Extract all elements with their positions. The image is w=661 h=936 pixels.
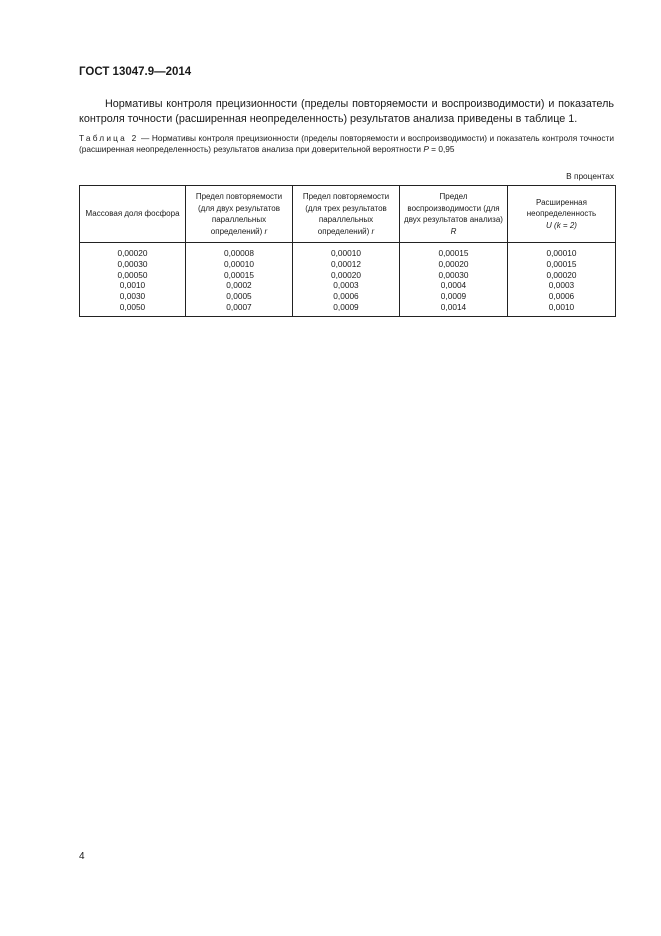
document-header: ГОСТ 13047.9—2014: [79, 66, 192, 78]
table-row: [80, 270, 616, 281]
table-cell: 0,0005: [186, 291, 293, 302]
table-cell: 0,00008: [186, 243, 293, 259]
table-cell: 0,00015: [400, 243, 508, 259]
column-header-symbol: U (k = 2): [546, 220, 577, 230]
table-row: [80, 243, 616, 259]
table-cell: 0,0014: [400, 302, 508, 316]
table-row: [80, 302, 616, 316]
table-caption-p-value: = 0,95: [428, 143, 455, 154]
table-cell: 0,00015: [508, 259, 616, 270]
page-number: 4: [79, 851, 85, 862]
table-cell: 0,00020: [508, 270, 616, 281]
precision-table: [79, 185, 616, 317]
table-cell: 0,00010: [508, 243, 616, 259]
table-cell: 0,0050: [80, 302, 186, 316]
table-cell: 0,0003: [508, 280, 616, 291]
table-cell: 0,00020: [80, 243, 186, 259]
column-header-repeatability-three: [293, 186, 400, 243]
column-header-expanded-uncertainty: [508, 186, 616, 243]
table-cell: 0,00015: [186, 270, 293, 281]
table-cell: 0,0010: [508, 302, 616, 316]
table-cell: 0,0006: [508, 291, 616, 302]
column-header-reproducibility: [400, 186, 508, 243]
column-header-text: Массовая доля фосфора: [85, 209, 180, 219]
column-header-mass-fraction: [80, 186, 186, 243]
table-cell: 0,0002: [186, 280, 293, 291]
column-header-text: Предел воспроизводимости (для двух результатов анализа): [404, 192, 503, 224]
table-caption: [79, 133, 614, 154]
table-header-row: [80, 186, 616, 243]
table-row: [80, 259, 616, 270]
column-header-symbol: r: [264, 226, 268, 236]
table-cell: 0,0009: [293, 302, 400, 316]
table-caption-p-symbol: P: [423, 143, 429, 154]
table-row: [80, 291, 616, 302]
table-cell: 0,00020: [400, 259, 508, 270]
table-cell: 0,00020: [293, 270, 400, 281]
intro-paragraph: Нормативы контроля прецизионности (пределы повторяемости и воспроизводимости) и показатель контроля точности (расширенная неопределенность) результатов анализа приведены в таблице 1.: [79, 98, 614, 125]
table-cell: 0,0009: [400, 291, 508, 302]
table-caption-text: — Нормативы контроля прецизионности (пределы повторяемости и воспроизводимости) и показатель контроля точности (расширенная неопределенность) результатов анализа при доверительной вероятности: [79, 133, 614, 154]
column-header-symbol: R: [450, 226, 457, 236]
units-note: В процентах: [566, 171, 614, 181]
table-cell: 0,0003: [293, 280, 400, 291]
table-cell: 0,0004: [400, 280, 508, 291]
column-header-text: Предел повторяемости (для трех результатов параллельных определений): [302, 192, 390, 236]
column-header-symbol: r: [371, 226, 375, 236]
column-header-repeatability-two: [186, 186, 293, 243]
table-caption-lead: Таблица 2: [79, 133, 139, 143]
table-cell: 0,0006: [293, 291, 400, 302]
table-cell: 0,00010: [186, 259, 293, 270]
table-cell: 0,0007: [186, 302, 293, 316]
table-cell: 0,00010: [293, 243, 400, 259]
table-cell: 0,00012: [293, 259, 400, 270]
table-cell: 0,00030: [400, 270, 508, 281]
table-cell: 0,00050: [80, 270, 186, 281]
column-header-text: Расширенная неопределенность: [526, 197, 597, 219]
column-header-text: Предел повторяемости (для двух результатов параллельных определений): [195, 192, 283, 236]
table-cell: 0,00030: [80, 259, 186, 270]
table-cell: 0,0030: [80, 291, 186, 302]
table-row: [80, 280, 616, 291]
table-cell: 0,0010: [80, 280, 186, 291]
